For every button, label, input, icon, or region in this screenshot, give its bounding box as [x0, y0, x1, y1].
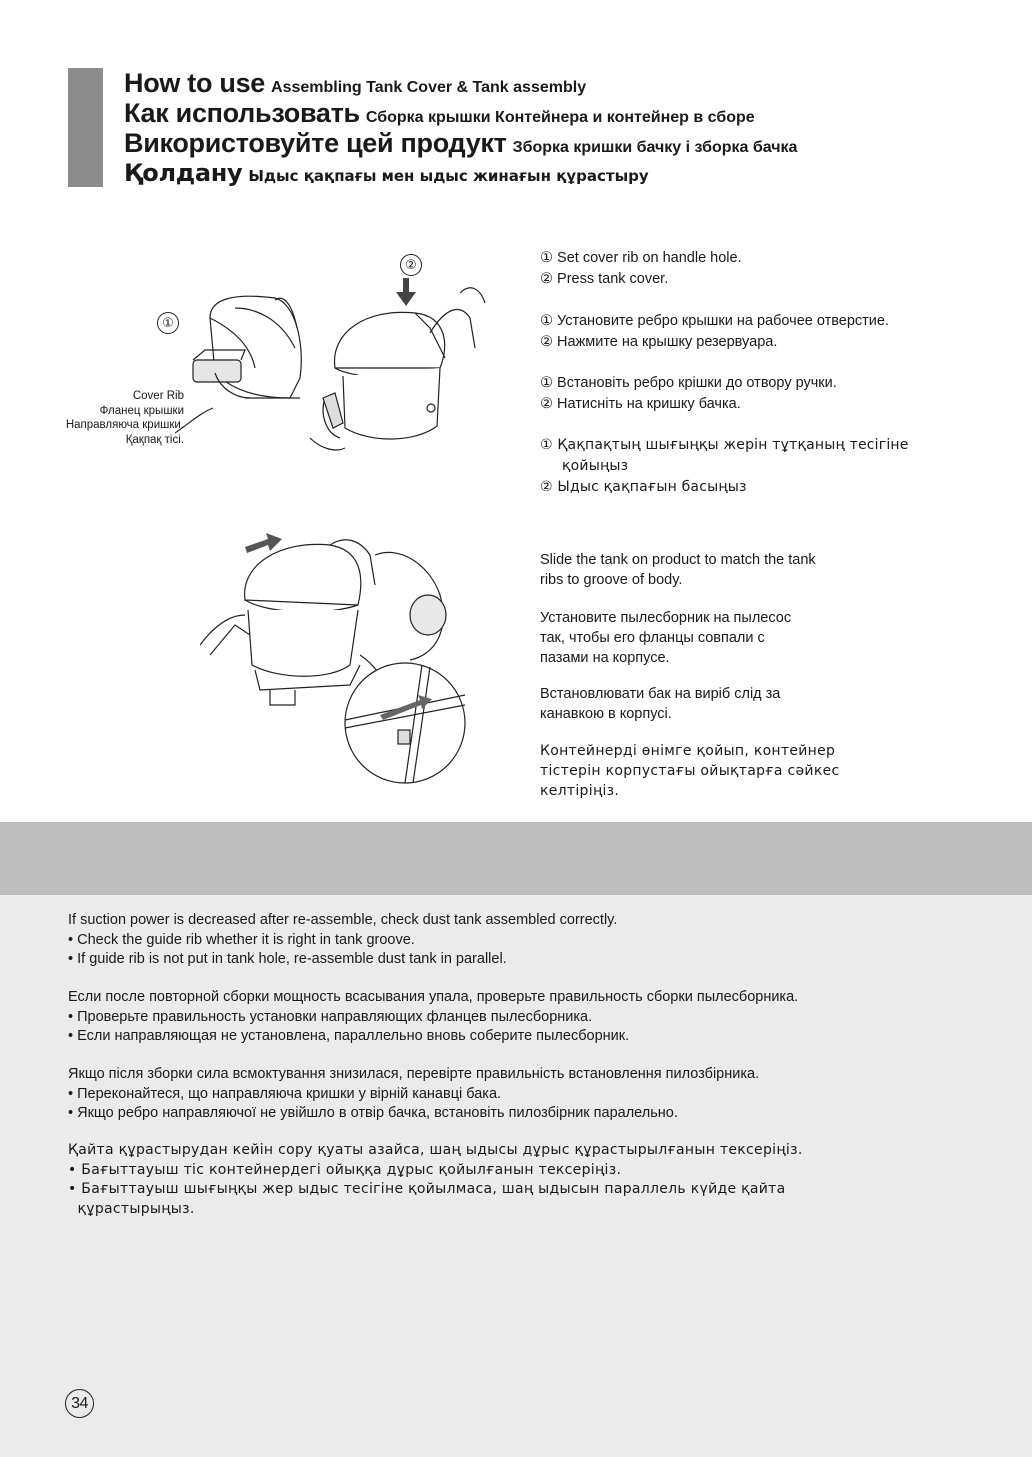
- notes-kz: Қайта құрастырудан кейін сору қуаты азайса, шаң ыдысы дұрыс құрастырылғанын тексеріңіз. • Бағыттауыш тіс контейнердегі ойыққа дұрыс қойылғанын тексеріңіз. • Бағыттауыш шығыңқы жер ыдыс тесігіне қойылмаса, шаң ыдысын параллель күйде қайта құрастырыңыз.: [68, 1142, 803, 1217]
- page-number: 34: [65, 1389, 94, 1418]
- step-1-badge: ①: [157, 312, 179, 334]
- heading-en: How to use Assembling Tank Cover & Tank assembly: [124, 68, 587, 98]
- cover-assembly-illustration: [175, 248, 495, 468]
- figure-cover-assembly: [162, 248, 495, 468]
- notes-ru: Если после повторной сборки мощность всасывания упала, проверьте правильность сборки пылесборника. • Проверьте правильность установки направляющих фланцев пылесборника. • Если направляющая не установлена, параллельно вновь соберите пылесборник.: [68, 989, 799, 1044]
- heading-ru: Как использовать Сборка крышки Контейнера и контейнер в сборе: [124, 98, 755, 128]
- heading-uk: Використовуйте цей продукт Зборка кришки бачку і зборка бачка: [124, 128, 798, 158]
- page-heading: [124, 68, 797, 188]
- section-marker-bar: [68, 68, 103, 187]
- notes-en: If suction power is decreased after re-assemble, check dust tank assembled correctly. • Check the guide rib whether it is right in tank groove. • If guide rib is not put in tank hole, re-assemble dust tank in parallel.: [68, 912, 618, 967]
- tank-slide-illustration: [200, 515, 470, 790]
- notes-uk: Якщо після зборки сила всмоктування знизилася, перевірте правильність встановлення пилозбірника. • Переконайтеся, що направляюча кришки у вірній канавці бака. • Якщо ребро направляючої не увійшло в отвір бачка, встановіть пилозбірник паралельно.: [68, 1066, 760, 1121]
- slide-kz: Контейнерді өнімге қойып, контейнер тістерін корпустағы ойықтарға сәйкес келтіріңіз.: [540, 743, 840, 799]
- steps-ru: ① Установите ребро крышки на рабочее отверстие. ② Нажмите на крышку резервуара.: [540, 313, 889, 350]
- steps-en: ① Set cover rib on handle hole. ② Press tank cover.: [540, 250, 742, 287]
- slide-en: Slide the tank on product to match the tank ribs to groove of body.: [540, 552, 816, 588]
- slide-uk: Встановлювати бак на виріб слід за канавкою в корпусі.: [540, 686, 781, 722]
- cover-rib-labels: Cover Rib Фланец крышки Направляюча кришки. Қақпақ тісі.: [65, 390, 184, 446]
- notes-header-band: [0, 822, 1032, 895]
- figure-tank-slide: [200, 515, 470, 790]
- steps-kz: ① Қақпақтың шығыңқы жерін тұтқаның тесігіне қойыңыз ② Ыдыс қақпағын басыңыз: [540, 437, 909, 495]
- heading-kz: Қолдану Ыдыс қақпағы мен ыдыс жинағын құрастыру: [124, 159, 649, 187]
- step-2-badge: ②: [400, 254, 422, 276]
- slide-ru: Установите пылесборник на пылесос так, чтобы его фланцы совпали с пазами на корпусе.: [540, 610, 792, 666]
- steps-uk: ① Встановіть ребро крішки до отвору ручки. ② Натисніть на кришку бачка.: [540, 375, 837, 412]
